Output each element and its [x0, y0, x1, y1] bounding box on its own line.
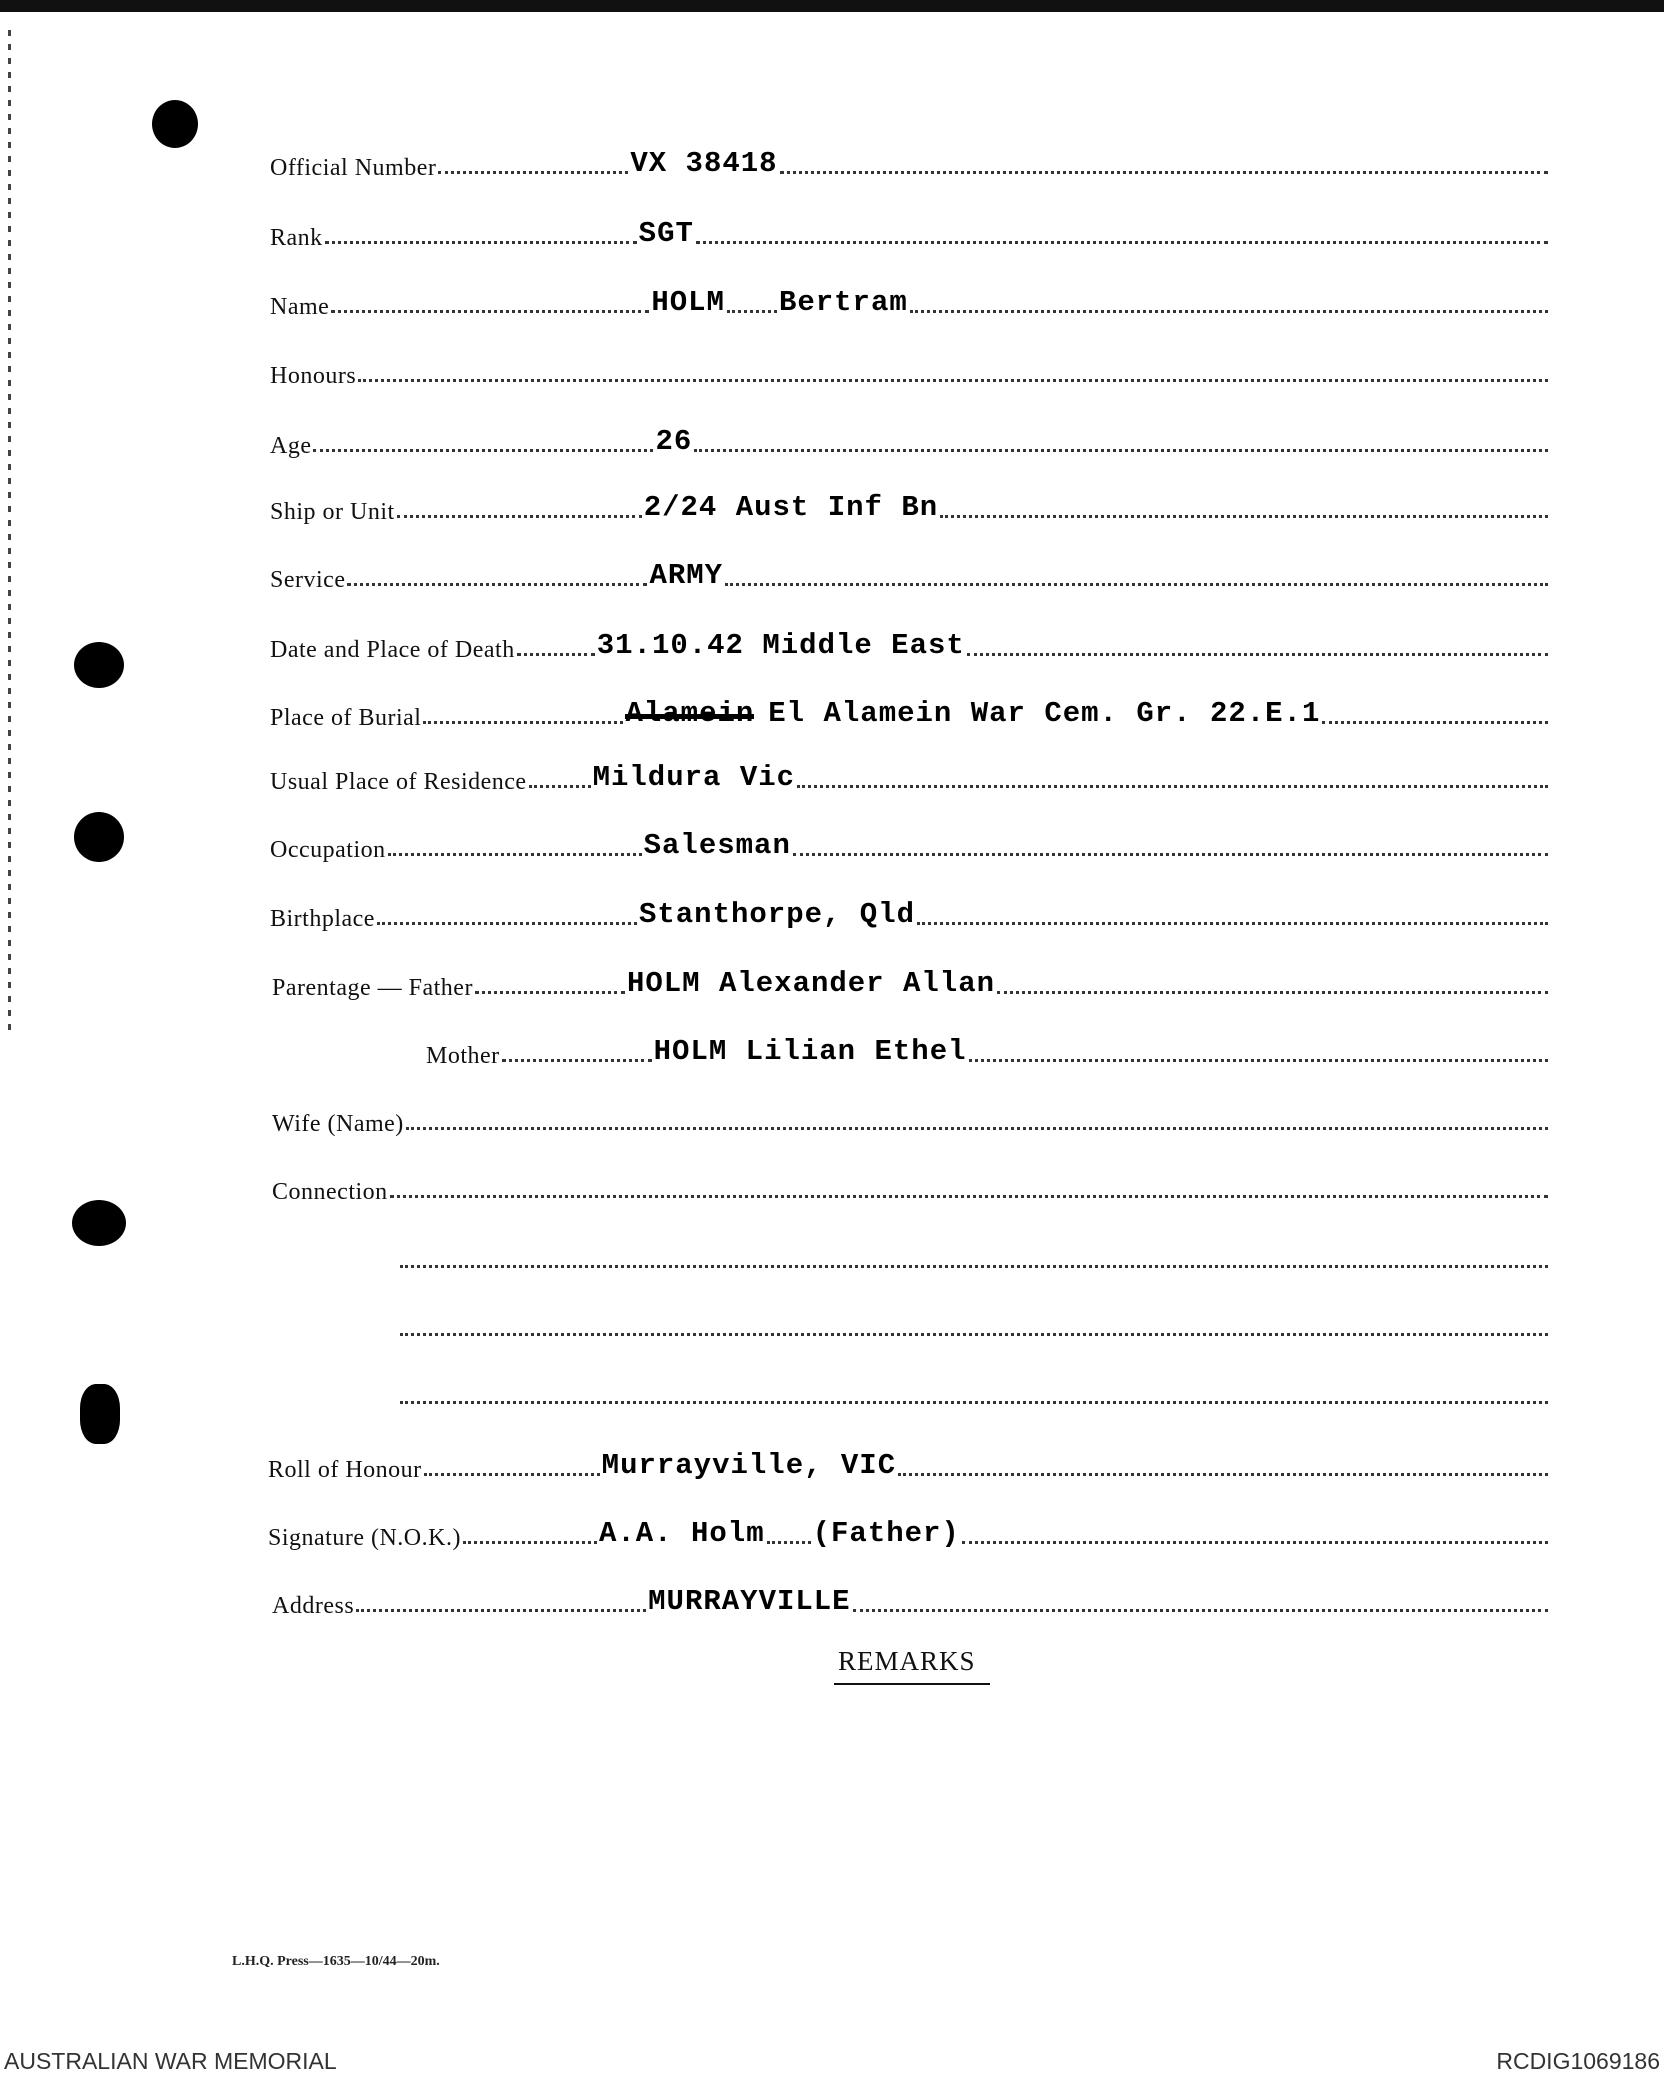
field-rank: [270, 212, 1550, 252]
field-value: SGT: [638, 217, 694, 250]
field-label: Date and Place of Death: [270, 637, 515, 663]
field-value: Murrayville, VIC: [601, 1449, 897, 1482]
field-label: Honours: [270, 363, 357, 389]
field-value: HOLM Lilian Ethel: [653, 1035, 967, 1068]
field-value: Salesman: [643, 829, 791, 862]
remarks-underline: [834, 1683, 990, 1685]
field-father: [272, 962, 1550, 1002]
field-label: Wife (Name): [272, 1111, 404, 1137]
field-label: Ship or Unit: [270, 499, 395, 525]
field-usual-residence: [270, 756, 1550, 796]
field-signature: [268, 1512, 1550, 1552]
field-date-place-of-death: [270, 624, 1550, 664]
field-value-given: Bertram: [778, 286, 908, 319]
field-value: 2/24 Aust Inf Bn: [643, 491, 939, 524]
field-value: MURRAYVILLE: [648, 1585, 851, 1618]
field-roll-of-honour: [268, 1444, 1550, 1484]
field-value: HOLM Alexander Allan: [626, 967, 995, 1000]
field-value-surname: HOLM: [651, 286, 725, 319]
field-service: [270, 554, 1550, 594]
field-label: Connection: [272, 1179, 388, 1205]
field-value: Mildura Vic: [592, 761, 796, 794]
field-place-of-burial: [270, 692, 1550, 732]
field-label: Signature (N.O.K.): [268, 1525, 461, 1551]
field-label: Age: [270, 433, 312, 459]
field-value: VX 38418: [630, 147, 778, 180]
punch-hole: [72, 1200, 126, 1246]
field-label: Usual Place of Residence: [270, 769, 527, 795]
punch-hole: [152, 100, 198, 148]
field-label: Birthplace: [270, 906, 375, 932]
field-occupation: [270, 824, 1550, 864]
field-address: [272, 1580, 1550, 1620]
field-label: Parentage — Father: [272, 975, 473, 1001]
field-label: Rank: [270, 225, 323, 251]
struck-out-value: Alamein: [625, 697, 755, 730]
punch-hole: [74, 812, 124, 862]
field-value: ARMY: [649, 559, 724, 592]
field-label: Mother: [426, 1043, 500, 1069]
connection-continuation-line: [398, 1236, 1550, 1276]
field-label: Occupation: [270, 837, 386, 863]
relationship-value: (Father): [812, 1517, 960, 1550]
field-wife: [272, 1098, 1550, 1138]
printer-imprint: L.H.Q. Press—1635—10/44—20m.: [232, 1954, 440, 1969]
field-value: Stanthorpe, Qld: [638, 898, 916, 931]
field-label: Official Number: [270, 155, 437, 181]
field-label: Service: [270, 567, 346, 593]
field-value: 26: [655, 425, 693, 458]
connection-continuation-line: [398, 1304, 1550, 1344]
signature-value: A.A. Holm: [598, 1517, 765, 1550]
field-connection: [272, 1166, 1550, 1206]
field-value: El Alamein War Cem. Gr. 22.E.1: [768, 697, 1321, 730]
field-label: Roll of Honour: [268, 1457, 422, 1483]
field-ship-or-unit: [270, 486, 1550, 526]
remarks-heading: REMARKS: [838, 1646, 976, 1676]
field-birthplace: [270, 893, 1550, 933]
field-age: [270, 420, 1550, 460]
field-label: Name: [270, 294, 330, 320]
field-official-number: [270, 142, 1550, 182]
scan-left-edge: [8, 30, 11, 1030]
archive-name: AUSTRALIAN WAR MEMORIAL: [4, 2048, 337, 2074]
record-id: RCDIG1069186: [1496, 2048, 1660, 2074]
field-label: Place of Burial: [270, 705, 422, 731]
field-name: [270, 281, 1550, 321]
field-honours: [270, 350, 1550, 390]
scan-top-edge: [0, 0, 1664, 12]
punch-hole: [80, 1384, 120, 1444]
connection-continuation-line: [398, 1372, 1550, 1412]
field-value: 31.10.42 Middle East: [596, 629, 965, 662]
punch-hole: [74, 642, 124, 688]
field-label: Address: [272, 1593, 355, 1619]
field-mother: [426, 1030, 1550, 1070]
